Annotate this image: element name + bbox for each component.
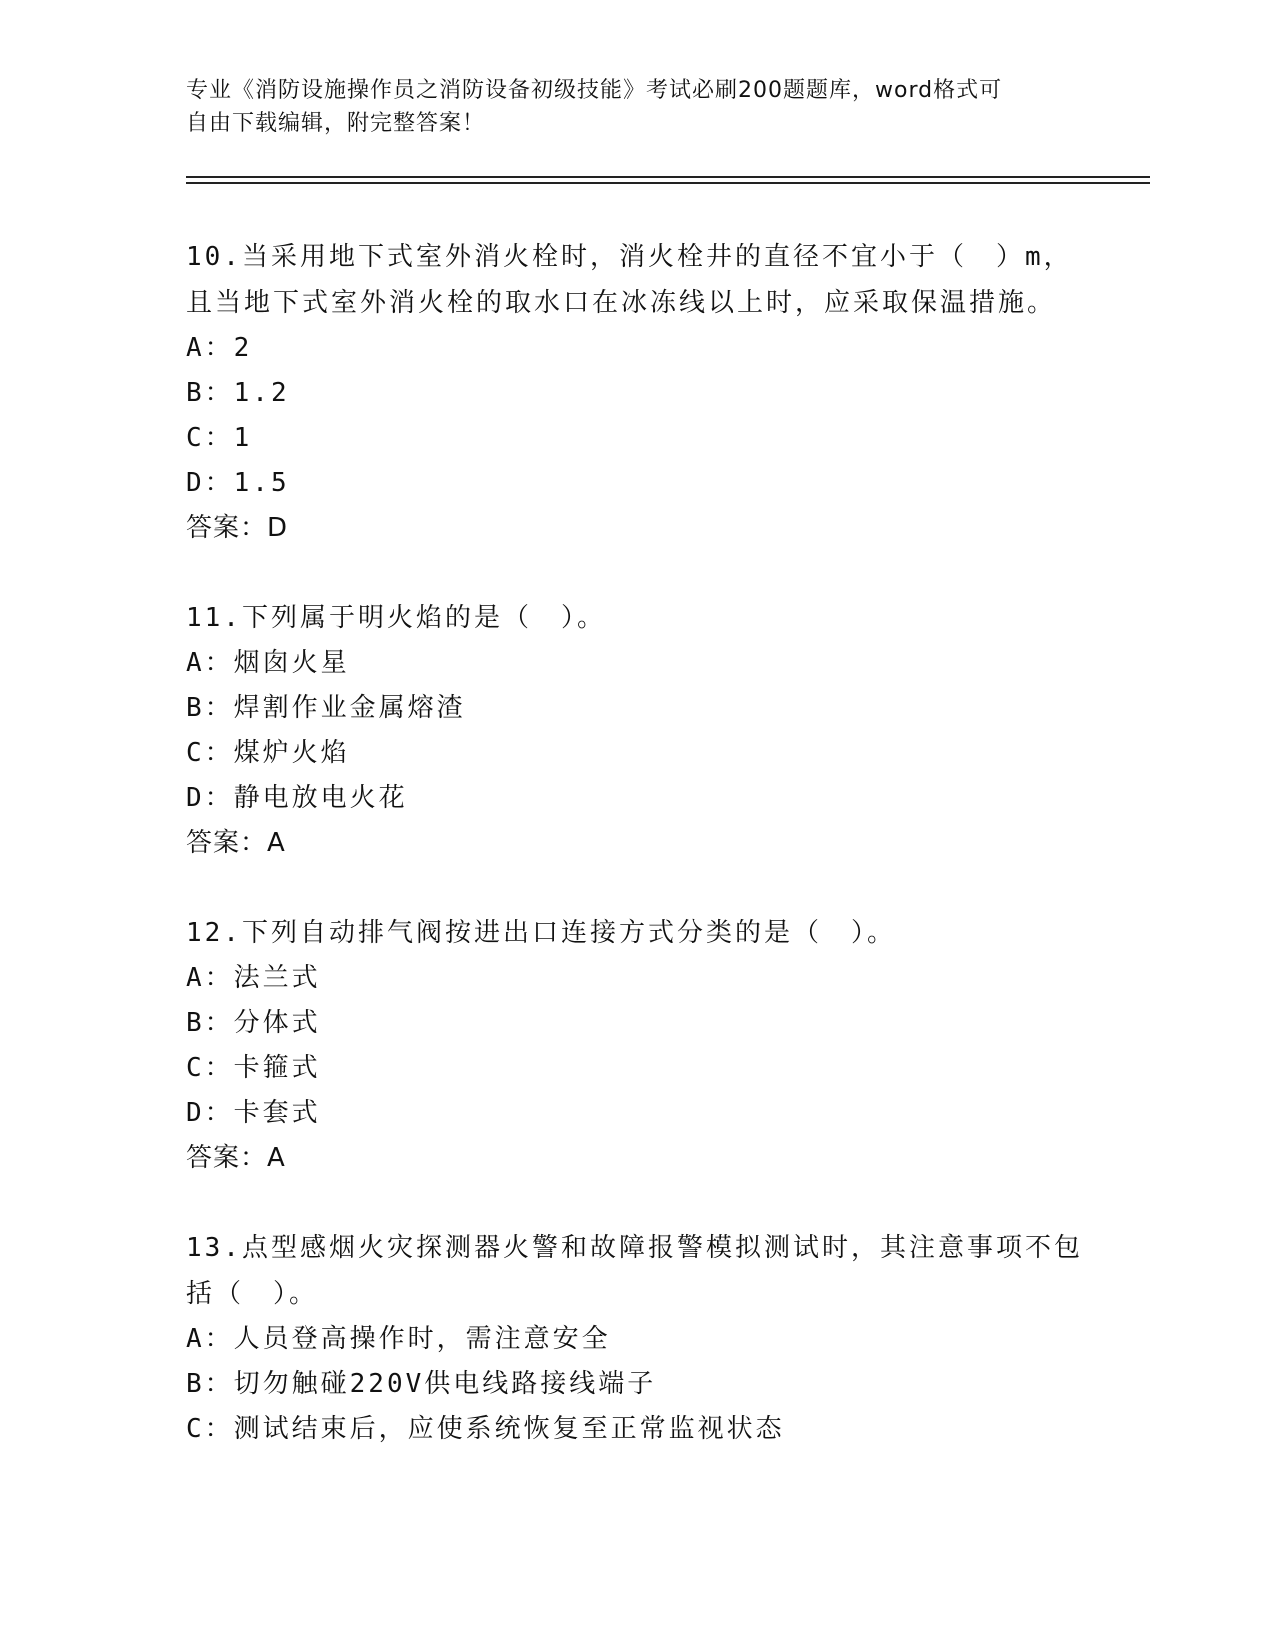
question-12 bbox=[186, 910, 1086, 1181]
option-d: D：静电放电火花 bbox=[186, 783, 408, 813]
option-c: C：1 bbox=[186, 423, 253, 453]
question-11 bbox=[186, 595, 1086, 866]
question-stem-line: 且当地下式室外消火栓的取水口在冰冻线以上时，应采取保温措施。 bbox=[186, 288, 1057, 318]
header-divider-bottom bbox=[186, 182, 1150, 184]
question-13 bbox=[186, 1225, 1086, 1452]
answer-line: 答案：D bbox=[186, 513, 289, 543]
option-a: A：法兰式 bbox=[186, 963, 321, 993]
option-a: A：烟囱火星 bbox=[186, 648, 350, 678]
option-b: B：切勿触碰220V供电线路接线端子 bbox=[186, 1369, 657, 1399]
option-a: A：人员登高操作时，需注意安全 bbox=[186, 1324, 611, 1354]
option-c: C：煤炉火焰 bbox=[186, 738, 350, 768]
header-line-1: 专业《消防设施操作员之消防设备初级技能》考试必刷200题题库，word格式可 bbox=[186, 78, 1003, 103]
question-stem-line: 13.点型感烟火灾探测器火警和故障报警模拟测试时，其注意事项不包 bbox=[186, 1233, 1083, 1263]
document-header bbox=[186, 74, 1066, 140]
answer-line: 答案：A bbox=[186, 1143, 286, 1173]
question-stem-line: 12.下列自动排气阀按进出口连接方式分类的是（ ）。 bbox=[186, 918, 896, 948]
option-c: C：卡箍式 bbox=[186, 1053, 321, 1083]
question-list bbox=[186, 234, 1086, 1496]
header-line-2: 自由下载编辑，附完整答案！ bbox=[186, 111, 486, 136]
option-d: D：1.5 bbox=[186, 468, 290, 498]
question-stem-line: 括（ ）。 bbox=[186, 1279, 319, 1309]
question-10 bbox=[186, 234, 1086, 551]
option-b: B：分体式 bbox=[186, 1008, 321, 1038]
option-b: B：1.2 bbox=[186, 378, 290, 408]
answer-line: 答案：A bbox=[186, 828, 286, 858]
option-b: B：焊割作业金属熔渣 bbox=[186, 693, 466, 723]
option-c: C：测试结束后，应使系统恢复至正常监视状态 bbox=[186, 1414, 785, 1444]
question-stem-line: 11.下列属于明火焰的是（ ）。 bbox=[186, 603, 606, 633]
header-divider-top bbox=[186, 176, 1150, 178]
option-a: A：2 bbox=[186, 333, 253, 363]
option-d: D：卡套式 bbox=[186, 1098, 321, 1128]
question-stem-line: 10.当采用地下式室外消火栓时，消火栓井的直径不宜小于（ ）m， bbox=[186, 242, 1073, 272]
